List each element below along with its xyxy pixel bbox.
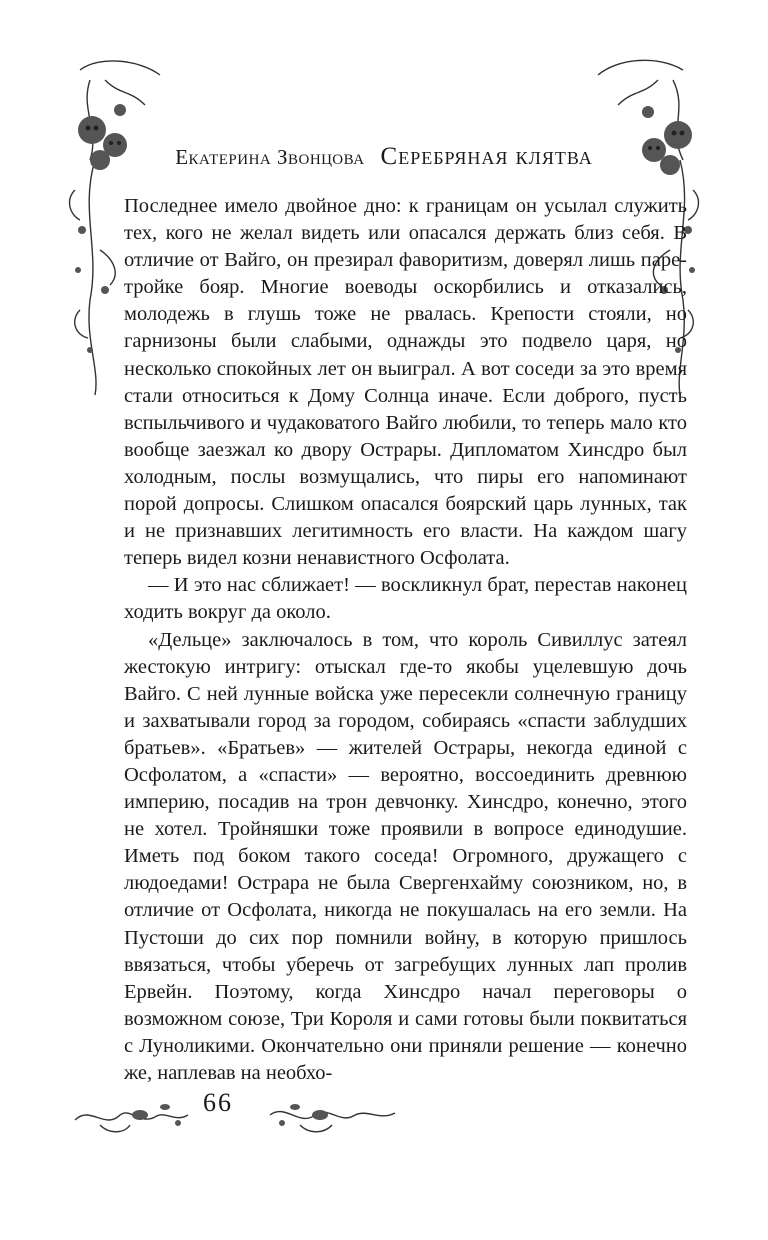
header-book-title: Серебряная клятва [380,143,593,170]
paragraph: «Дельце» заключалось в том, что король Сивиллус затеял жестокую интригу: отыскал где-то якобы уцелевшую дочь Вайго. С ней лунные войска уже пересекли солнечную границу и захватывали город за городом, собираясь «спасти заблудших братьев». «Братьев» — жителей Острары, некогда единой с Осфолатом, а «спасти» — вероятно, воссоединить древнюю империю, посадив на трон девчонку. Хинсдро, конечно, этого не хотел. Тройняшки тоже проявили в вопросе единодушие. Иметь под боком такого соседа! Огромного, дружащего с людоедами! Острара не была Свергенхайму союзником, но, в отличие от Осфолата, никогда не покушалась на его земли. На Пустоши до сих пор помнили войну, в которую пришлось ввязаться, чтобы уберечь от загребущих лунных лап пролив Ервейн. Поэтому, когда Хинсдро начал переговоры о возможном союзе, Три Короля и сами готовы были поквитаться с Луноликими. Окончательно они приняли решение — конечно же, наплевав на необхо- [124,628,687,1084]
paragraph: — И это нас сближает! — воскликнул брат, перестав наконец ходить вокруг да около. [124,574,687,624]
running-header [0,143,768,171]
header-author: Екатерина Звонцова [175,145,365,169]
paragraph: Последнее имело двойное дно: к границам он усылал служить тех, кого не желал видеть или опасался держать близ себя. В отличие от Вайго, он презирал фаворитизм, доверял лишь паре-тройке бояр. Многие воеводы оскорбились и отказались, молодежь в глушь тоже не рвалась. Крепости стояли, но гарнизоны были слабыми, однажды это подвело царя, но несколько спокойных лет он выиграл. А вот соседи за это время стали относиться к Дому Солнца иначе. Если доброго, пусть вспыльчивого и чудаковатого Вайго любили, то теперь мало кто вообще заезжал ко двору Острары. Дипломатом Хинсдро был холодным, послы возмущались, что пиры его напоминают порой допросы. Слишком опасался боярский царь лунных, так и не признавших легитимность его власти. На каждом шагу теперь видел козни ненавистного Осфолата. [124,195,687,570]
body-text [124,193,687,1087]
page-number: 66 [203,1088,233,1117]
